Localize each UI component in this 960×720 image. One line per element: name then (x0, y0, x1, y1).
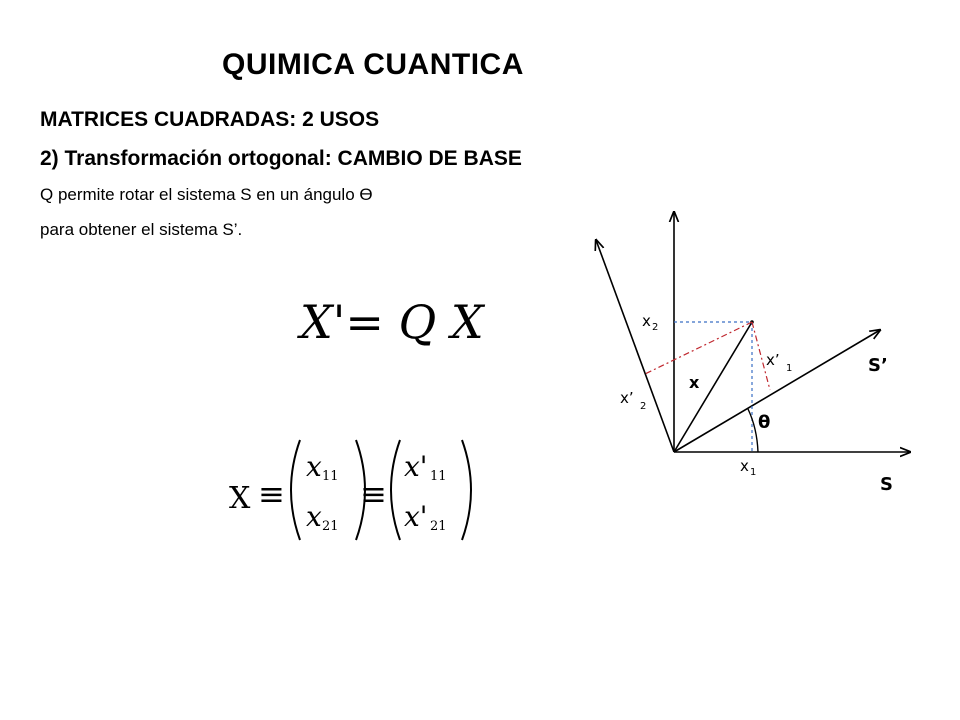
equiv-sign-1: ≡ (258, 475, 285, 513)
label-vector-x: x (689, 373, 700, 392)
matrix1-sub-2: 21 (322, 519, 339, 534)
label-x1: x (740, 457, 749, 475)
label-x-prime-2: x’ (620, 389, 634, 407)
label-x-prime-1-sub: 1 (786, 363, 793, 374)
heading-transformacion: 2) Transformación ortogonal: CAMBIO DE BASE (40, 147, 522, 170)
matrix2-entry-2: x' (404, 500, 428, 533)
label-x-prime-1: x’ (766, 351, 780, 369)
text-rotation: Q permite rotar el sistema S en un ángulo Ө (40, 185, 373, 204)
matrix1-entry-2: x (306, 500, 322, 533)
matrix2-sub-1: 11 (430, 469, 447, 484)
equation-transform: X'= Q X (300, 295, 484, 349)
matrix-lhs: X (229, 481, 251, 516)
theta-arc (748, 409, 758, 452)
matrix1-entry-1: x (306, 450, 322, 483)
label-s-prime: S’ (868, 355, 888, 376)
label-x1-sub: 1 (750, 467, 757, 478)
text-obtain: para obtener el sistema S’. (40, 220, 243, 239)
label-s: S (880, 474, 893, 495)
matrix1-sub-1: 11 (322, 469, 339, 484)
matrix2-sub-2: 21 (430, 519, 447, 534)
slide-title: QUIMICA CUANTICA (222, 48, 524, 81)
label-x2-sub: 2 (652, 322, 659, 333)
label-theta: θ (758, 412, 771, 433)
s-prime-axis-x (674, 330, 880, 452)
equiv-sign-2: ≡ (360, 475, 387, 513)
heading-matrices: MATRICES CUADRADAS: 2 USOS (40, 108, 380, 131)
matrix2-entry-1: x' (404, 450, 428, 483)
label-x-prime-2-sub: 2 (640, 401, 647, 412)
label-x2: x (642, 312, 651, 330)
s-prime-axis-y (596, 240, 674, 452)
